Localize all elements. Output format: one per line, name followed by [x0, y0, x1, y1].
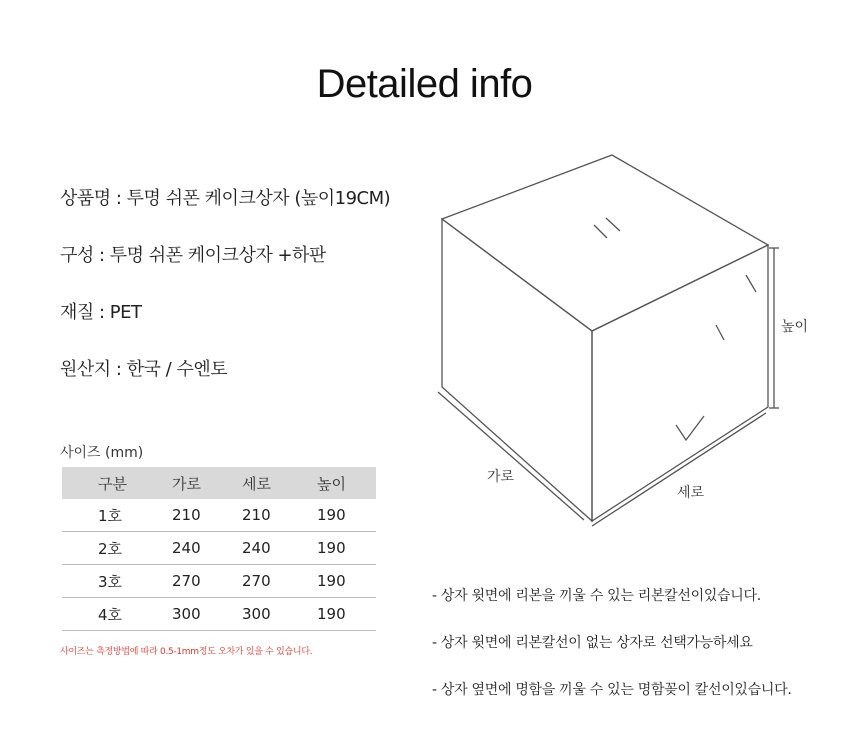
- cell-type: 1호: [62, 499, 172, 532]
- cell-width: 240: [172, 532, 242, 565]
- width-dim-line: [438, 392, 584, 520]
- side-slit: [746, 275, 756, 292]
- cell-type: 3호: [62, 565, 172, 598]
- card-slit: [676, 416, 704, 440]
- width-label: 가로: [487, 469, 515, 485]
- material-line: 재질 : PET: [60, 302, 142, 323]
- size-footnote: 사이즈는 측정방법에 따라 0.5-1mm정도 오차가 있을 수 있습니다.: [60, 647, 313, 657]
- table-row: [62, 499, 376, 532]
- size-table-header-row: [62, 467, 376, 499]
- size-table: [62, 467, 376, 631]
- box-side-face: [592, 245, 768, 521]
- table-row: [62, 565, 376, 598]
- ribbon-slit: [594, 225, 607, 238]
- product-name-line: 상품명 : 투명 쉬폰 케이크상자 (높이19CM): [60, 188, 391, 209]
- cell-depth: 300: [242, 598, 317, 631]
- cell-type: 2호: [62, 532, 172, 565]
- ribbon-slit: [606, 218, 620, 231]
- cell-width: 210: [172, 499, 242, 532]
- header-width: 가로: [172, 467, 242, 499]
- cell-depth: 240: [242, 532, 317, 565]
- cell-depth: 270: [242, 565, 317, 598]
- cell-type: 4호: [62, 598, 172, 631]
- cell-height: 190: [317, 499, 376, 532]
- cell-width: 270: [172, 565, 242, 598]
- side-slit: [716, 325, 724, 340]
- size-table-title: 사이즈 (mm): [60, 445, 144, 461]
- note-item: - 상자 옆면에 명함을 끼울 수 있는 명함꽂이 칼선이있습니다.: [432, 682, 792, 698]
- height-label: 높이: [781, 319, 809, 335]
- origin-line: 원산지 : 한국 / 수엔토: [60, 359, 228, 380]
- box-front-face: [442, 219, 592, 521]
- note-item: - 상자 윗면에 리본칼선이 없는 상자로 선택가능하세요: [432, 635, 753, 651]
- box-diagram: [420, 140, 820, 540]
- note-item: - 상자 윗면에 리본을 끼울 수 있는 리본칼선이있습니다.: [432, 588, 761, 604]
- cell-height: 190: [317, 532, 376, 565]
- cell-height: 190: [317, 565, 376, 598]
- box-top-face: [442, 155, 768, 331]
- depth-label: 세로: [677, 485, 705, 501]
- composition-line: 구성 : 투명 쉬폰 케이크상자 +하판: [60, 245, 326, 266]
- page-title: Detailed info: [316, 62, 533, 106]
- table-row: [62, 532, 376, 565]
- header-height: 높이: [317, 467, 376, 499]
- cell-depth: 210: [242, 499, 317, 532]
- table-row: [62, 598, 376, 631]
- header-type: 구분: [62, 467, 172, 499]
- header-depth: 세로: [242, 467, 317, 499]
- cell-height: 190: [317, 598, 376, 631]
- cell-width: 300: [172, 598, 242, 631]
